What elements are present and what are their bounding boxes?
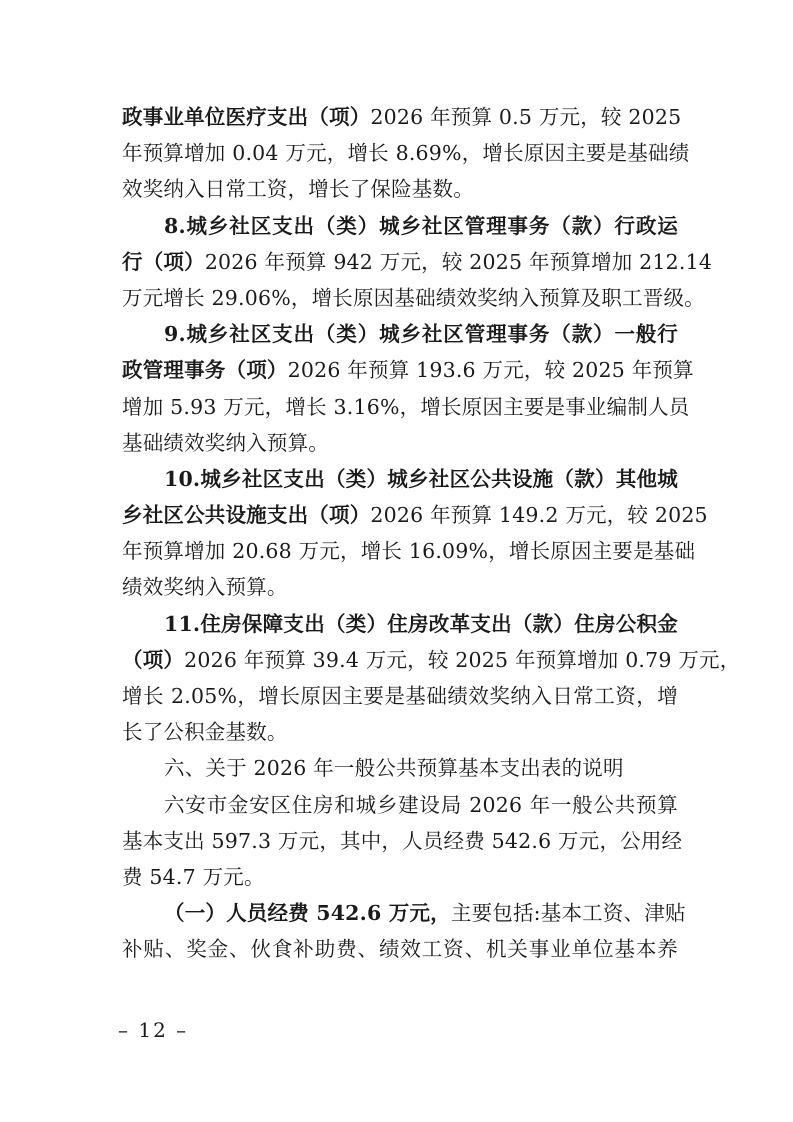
paragraph-line: 政管理事务（项）2026 年预算 193.6 万元，较 2025 年预算 xyxy=(122,358,694,383)
paragraph-line: 政事业单位医疗支出（项）2026 年预算 0.5 万元，较 2025 xyxy=(122,105,682,129)
paragraph-line: 绩效奖纳入预算。 xyxy=(122,575,288,600)
paragraph-line: 增长 2.05%，增长原因主要是基础绩效奖纳入日常工资，增 xyxy=(122,684,678,708)
page-number: – 12 – xyxy=(118,1018,189,1042)
paragraph-line: 长了公积金基数。 xyxy=(122,720,288,745)
item-8-heading: 8.城乡社区支出（类）城乡社区管理事务（款）行政运 xyxy=(164,213,678,238)
item-9-heading: 9.城乡社区支出（类）城乡社区管理事务（款）一般行 xyxy=(164,322,678,347)
subsection-heading: （一）人员经费 542.6 万元，主要包括:基本工资、津贴 xyxy=(164,901,686,926)
paragraph-line: （项）2026 年预算 39.4 万元，较 2025 年预算增加 0.79 万元， xyxy=(122,647,741,672)
paragraph-line: 效奖纳入日常工资，增长了保险基数。 xyxy=(122,177,474,202)
item-11-heading: 11.住房保障支出（类）住房改革支出（款）住房公积金 xyxy=(164,611,678,636)
paragraph-line: 六安市金安区住房和城乡建设局 2026 年一般公共预算 xyxy=(164,792,678,817)
paragraph-line: 年预算增加 0.04 万元，增长 8.69%，增长原因主要是基础绩 xyxy=(122,141,690,166)
item-10-heading: 10.城乡社区支出（类）城乡社区公共设施（款）其他城 xyxy=(164,466,678,491)
paragraph-line: 乡社区公共设施支出（项）2026 年预算 149.2 万元，较 2025 xyxy=(122,503,708,528)
paragraph-line: 基础绩效奖纳入预算。 xyxy=(122,430,329,455)
section-heading: 六、关于 2026 年一般公共预算基本支出表的说明 xyxy=(164,756,624,781)
paragraph-line: 行（项）2026 年预算 942 万元，较 2025 年预算增加 212.14 xyxy=(122,249,713,274)
paragraph-line: 增加 5.93 万元，增长 3.16%，增长原因主要是事业编制人员 xyxy=(122,394,690,419)
paragraph-line: 补贴、奖金、伙食补助费、绩效工资、机关事业单位基本养 xyxy=(122,937,678,962)
paragraph-line: 万元增长 29.06%，增长原因基础绩效奖纳入预算及职工晋级。 xyxy=(122,285,705,310)
paragraph-line: 年预算增加 20.68 万元，增长 16.09%，增长原因主要是基础 xyxy=(122,539,696,564)
body-text xyxy=(122,99,741,968)
paragraph-line: 费 54.7 万元。 xyxy=(122,864,265,889)
paragraph-line: 基本支出 597.3 万元，其中，人员经费 542.6 万元，公用经 xyxy=(122,828,683,853)
